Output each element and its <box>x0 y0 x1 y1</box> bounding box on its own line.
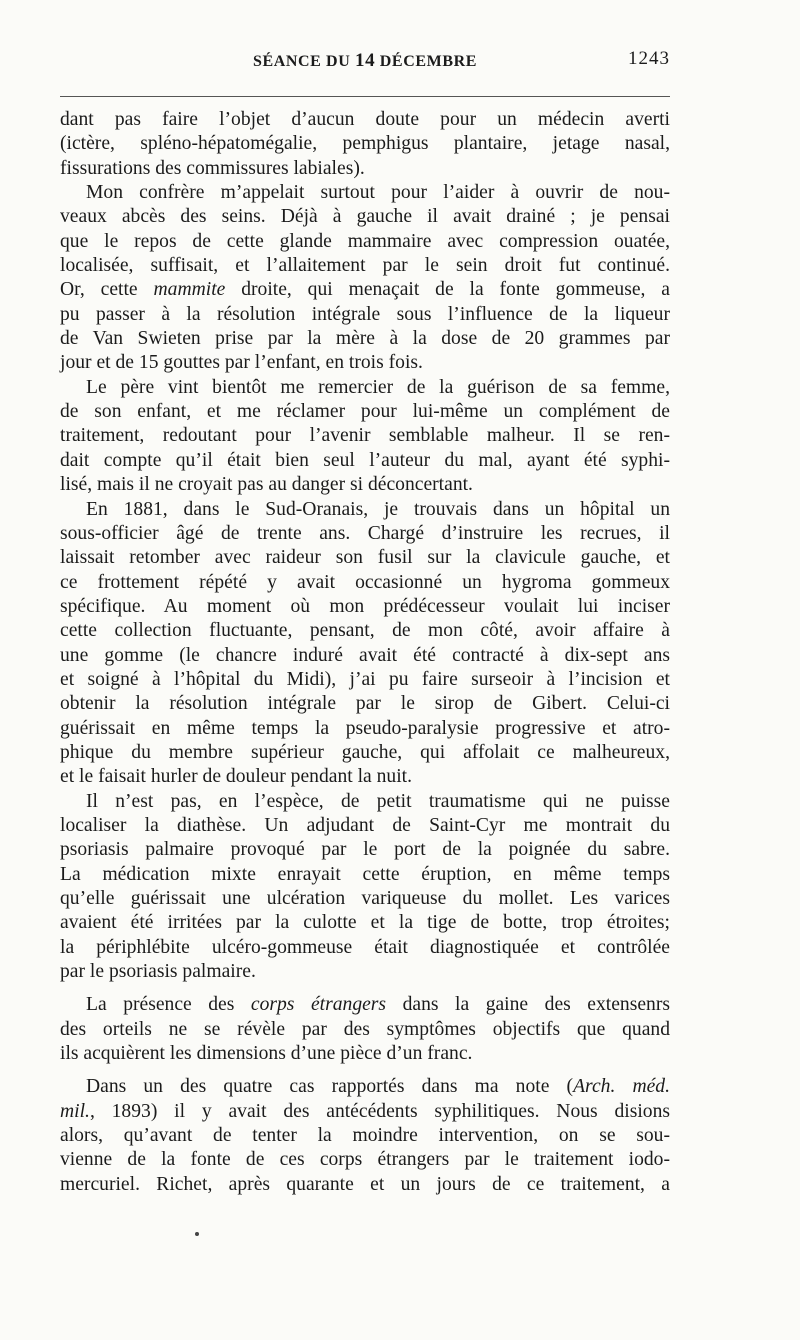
paragraph-2 <box>60 181 670 376</box>
text-line: veaux abcès des seins. Déjà à gauche il avait drainé ; je pensai <box>60 206 670 228</box>
text-line: La présence des corps étrangers dans la gaine des extensenrs <box>86 994 670 1016</box>
text-line: sous-officier âgé de trente ans. Chargé d’instruire les recrues, il <box>60 522 670 544</box>
text-line: et soigné à l’hôpital du Midi), j’ai pu faire surseoir à l’incision et <box>60 668 670 690</box>
paragraph-6 <box>60 993 670 1066</box>
text-line: mercuriel. Richet, après quarante et un jours de ce traitement, a <box>60 1173 670 1195</box>
text-line: mil., 1893) il y avait des antécédents syphilitiques. Nous disions <box>60 1100 670 1122</box>
text-line: guérissait en même temps la pseudo-paralysie progressive et atro- <box>60 717 670 739</box>
text-line: que le repos de cette glande mammaire avec compression ouatée, <box>60 230 670 252</box>
emphasis: mammite <box>153 279 226 301</box>
page-number: 1243 <box>628 48 670 69</box>
text-line: cette collection fluctuante, pensant, de mon côté, avoir affaire à <box>60 620 670 642</box>
text-line: par le psoriasis palmaire. <box>60 961 256 983</box>
text-line: obtenir la résolution intégrale par le sirop de Gibert. Celui-ci <box>60 693 670 715</box>
running-head <box>60 48 670 78</box>
text-line: localiser la diathèse. Un adjudant de Saint-Cyr me montrait du <box>60 814 670 836</box>
text-line: psoriasis palmaire provoqué par le port de la poignée du sabre. <box>60 839 670 861</box>
text-line: traitement, redoutant pour l’avenir semblable malheur. Il se ren- <box>60 425 670 447</box>
text-line: Mon confrère m’appelait surtout pour l’aider à ouvrir de nou- <box>86 182 670 204</box>
emphasis: Arch. méd. <box>573 1076 671 1098</box>
text-line: fissurations des commissures labiales). <box>60 157 365 179</box>
paragraph-4 <box>60 498 670 790</box>
text-line: des orteils ne se révèle par des symptômes objectifs que quand <box>60 1018 670 1040</box>
header-rule <box>60 96 670 97</box>
text-line: dant pas faire l’objet d’aucun doute pour un médecin averti <box>60 109 670 130</box>
text-line: localisée, suffisait, et l’allaitement par le sein droit fut continué. <box>60 255 670 277</box>
text-line: Dans un des quatre cas rapportés dans ma note (Arch. méd. <box>86 1076 671 1098</box>
ink-speck <box>195 1232 199 1236</box>
text-line: alors, qu’avant de tenter la moindre intervention, on se sou- <box>60 1125 670 1147</box>
text-line: de Van Swieten prise par la mère à la dose de 20 grammes par <box>60 328 670 350</box>
running-title: SÉANCE DU 14 DÉCEMBRE <box>252 50 478 71</box>
text-line: ils acquièrent les dimensions d’une pièce d’un franc. <box>60 1043 473 1065</box>
paragraph-5 <box>60 790 670 985</box>
text-line: Or, cette mammite droite, qui menaçait de la fonte gommeuse, a <box>60 279 670 301</box>
text-line: (ictère, spléno-hépatomégalie, pemphigus plantaire, jetage nasal, <box>60 133 670 155</box>
emphasis: corps étrangers <box>250 994 387 1016</box>
text-line: phique du membre supérieur gauche, qui affolait ce malheureux, <box>60 741 670 763</box>
text-line: une gomme (le chancre induré avait été contracté à dix-sept ans <box>60 644 670 666</box>
emphasis: mil. <box>60 1100 90 1122</box>
text-line: Il n’est pas, en l’espèce, de petit traumatisme qui ne puisse <box>86 790 670 812</box>
text-line: la périphlébite ulcéro-gommeuse était diagnostiquée et contrôlée <box>60 936 670 958</box>
text-line: spécifique. Au moment où mon prédécesseur voulait lui inciser <box>60 595 670 617</box>
text-line: de son enfant, et me réclamer pour lui-même un complément de <box>60 401 670 423</box>
text-line: ce frottement répété y avait occasionné un hygroma gommeux <box>60 571 670 593</box>
text-line: dait compte qu’il était bien seul l’auteur du mal, ayant été syphi- <box>60 449 670 471</box>
text-line: Le père vint bientôt me remercier de la guérison de sa femme, <box>86 376 670 398</box>
text-line: avaient été irritées par la culotte et la tige de botte, trop étroites; <box>60 912 670 934</box>
text-line: laissait retomber avec raideur son fusil sur la clavicule gauche, et <box>60 547 670 569</box>
text-line: lisé, mais il ne croyait pas au danger si déconcertant. <box>60 474 473 496</box>
paragraph-3 <box>60 376 670 498</box>
text-line: La médication mixte enrayait cette éruption, en même temps <box>60 863 670 885</box>
text-line: En 1881, dans le Sud-Oranais, je trouvais dans un hôpital un <box>86 498 670 520</box>
text-line: jour et de 15 gouttes par l’enfant, en trois fois. <box>60 352 423 374</box>
text-line: et le faisait hurler de douleur pendant la nuit. <box>60 766 413 788</box>
paragraph-7 <box>60 1075 670 1197</box>
paragraph-1 <box>60 108 670 181</box>
text-line: vienne de la fonte de ces corps étrangers par le traitement iodo- <box>60 1149 670 1171</box>
body-text <box>60 108 670 1197</box>
text-line: qu’elle guérissait une ulcération variqueuse du mollet. Les varices <box>60 888 670 909</box>
text-line: pu passer à la résolution intégrale sous l’influence de la liqueur <box>60 303 670 325</box>
